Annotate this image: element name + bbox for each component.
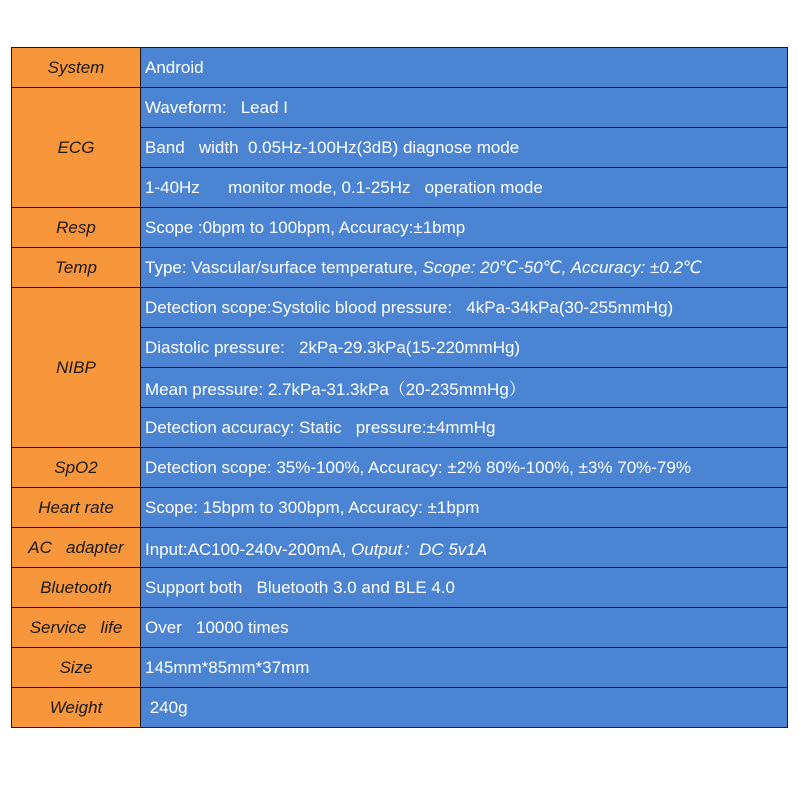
label-system: System: [12, 48, 141, 88]
value-size: 145mm*85mm*37mm: [141, 648, 788, 688]
label-size: Size: [12, 648, 141, 688]
label-service-life: Service life: [12, 608, 141, 648]
label-weight: Weight: [12, 688, 141, 728]
value-weight: 240g: [141, 688, 788, 728]
table-row: [12, 688, 788, 728]
value-ecg-waveform: Waveform: Lead I: [141, 88, 788, 128]
value-nibp-accuracy: Detection accuracy: Static pressure:±4mmHg: [141, 408, 788, 448]
value-resp: Scope :0bpm to 100bpm, Accuracy:±1bmp: [141, 208, 788, 248]
label-temp: Temp: [12, 248, 141, 288]
value-bluetooth: Support both Bluetooth 3.0 and BLE 4.0: [141, 568, 788, 608]
value-ac-input: Input:AC100-240v-200mA,: [145, 540, 352, 559]
table-row: [12, 448, 788, 488]
value-ecg-modes: 1-40Hz monitor mode, 0.1-25Hz operation mode: [141, 168, 788, 208]
label-nibp: NIBP: [12, 288, 141, 448]
table-row: [12, 288, 788, 328]
value-ecg-bandwidth: Band width 0.05Hz-100Hz(3dB) diagnose mode: [141, 128, 788, 168]
value-temp-scope: Scope: 20℃-50℃, Accuracy: ±0.2℃: [422, 257, 703, 277]
value-service-life: Over 10000 times: [141, 608, 788, 648]
label-heart-rate: Heart rate: [12, 488, 141, 528]
value-nibp-systolic: Detection scope:Systolic blood pressure: 4kPa-34kPa(30-255mmHg): [141, 288, 788, 328]
label-resp: Resp: [12, 208, 141, 248]
table-row: [12, 248, 788, 288]
table-row: [12, 608, 788, 648]
value-ac-output: Output：DC 5v1A: [351, 540, 488, 559]
label-ecg: ECG: [12, 88, 141, 208]
value-temp-type: Type: Vascular/surface temperature,: [145, 257, 423, 277]
table-row: [12, 568, 788, 608]
table-row: [12, 208, 788, 248]
value-system: Android: [141, 48, 788, 88]
spec-table: [11, 47, 788, 728]
value-temp: [141, 248, 788, 288]
table-row: [12, 88, 788, 128]
label-spo2: SpO2: [12, 448, 141, 488]
table-row: [12, 648, 788, 688]
value-nibp-mean: Mean pressure: 2.7kPa-31.3kPa（20-235mmHg）: [141, 368, 788, 408]
label-ac-adapter: AC adapter: [12, 528, 141, 568]
value-spo2: Detection scope: 35%-100%, Accuracy: ±2% 80%-100%, ±3% 70%-79%: [141, 448, 788, 488]
value-ac-adapter: [141, 528, 788, 568]
table-row: [12, 488, 788, 528]
table-row: [12, 528, 788, 568]
value-nibp-diastolic: Diastolic pressure: 2kPa-29.3kPa(15-220mmHg): [141, 328, 788, 368]
value-heart-rate: Scope: 15bpm to 300bpm, Accuracy: ±1bpm: [141, 488, 788, 528]
label-bluetooth: Bluetooth: [12, 568, 141, 608]
table-row: [12, 48, 788, 88]
